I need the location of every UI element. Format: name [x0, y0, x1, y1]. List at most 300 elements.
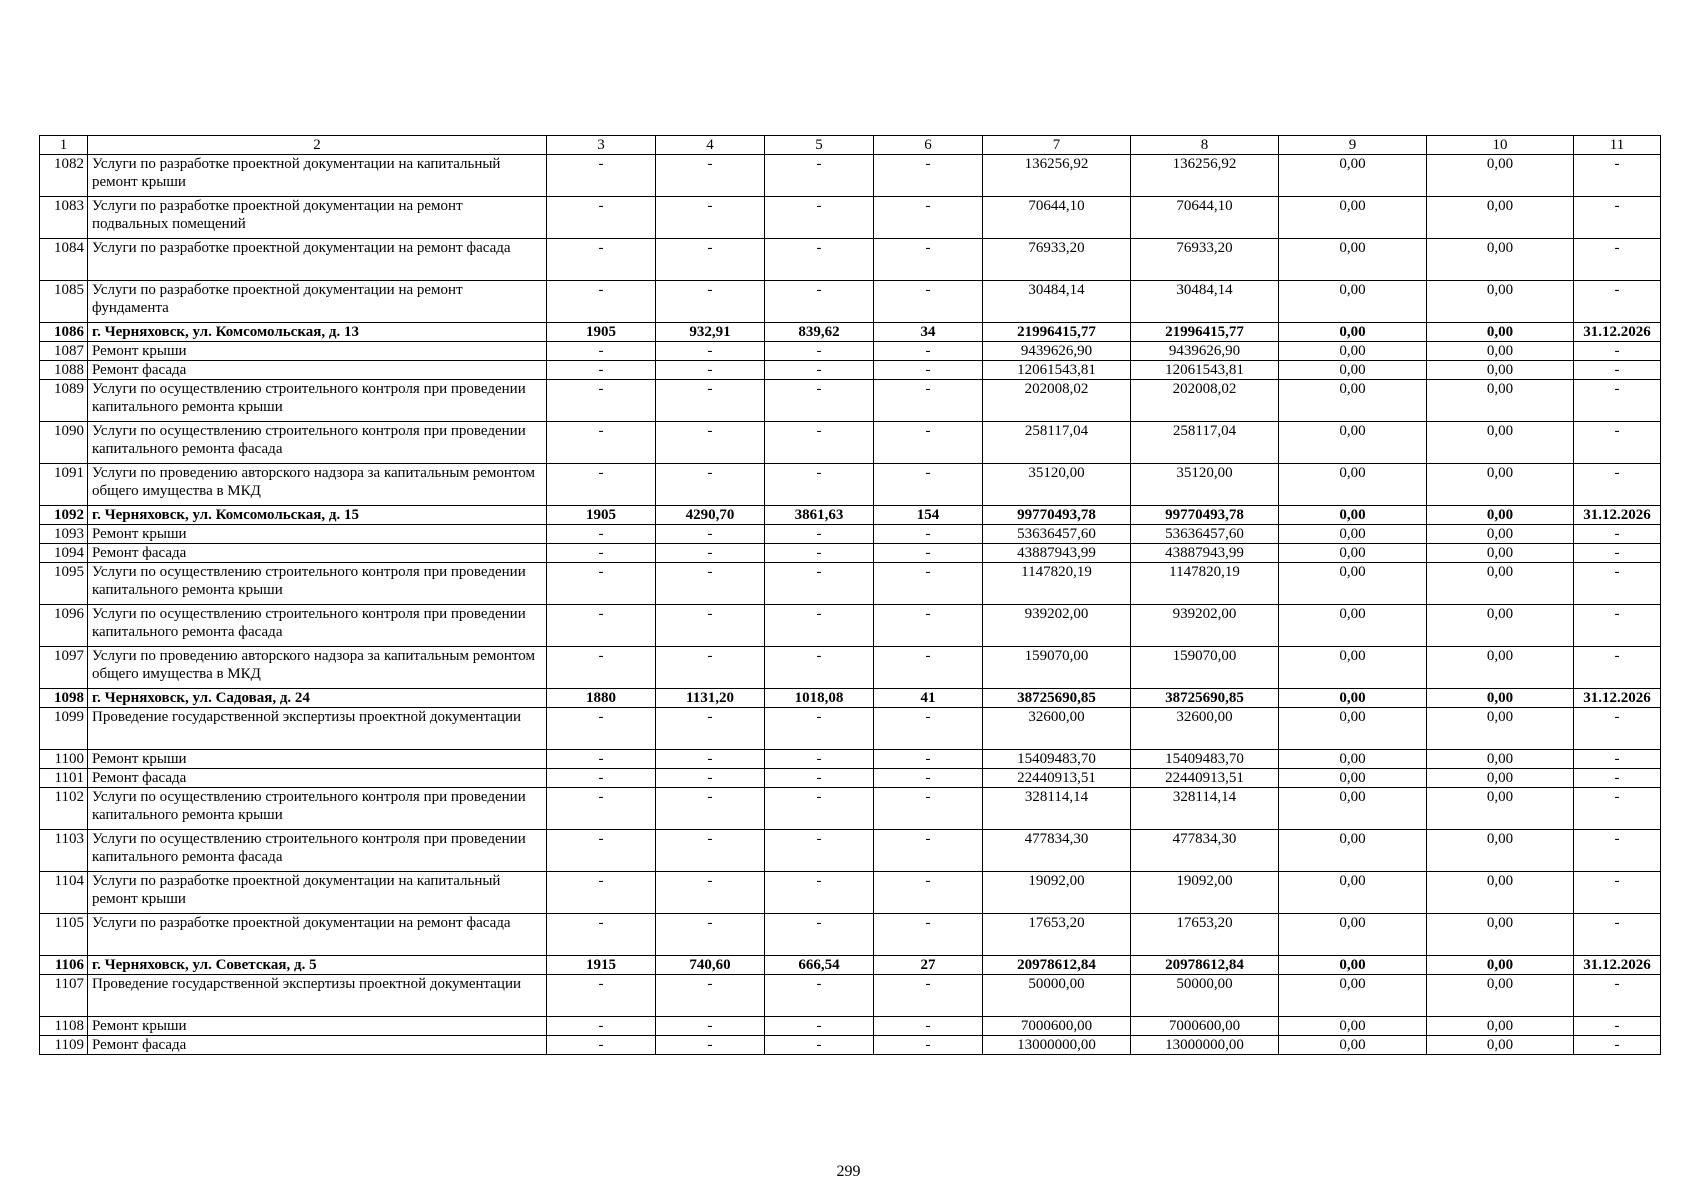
living-area-cell: 1018,08 [765, 689, 874, 708]
budget-cost-cell: 0,00 [1279, 281, 1427, 323]
address-row [40, 506, 1661, 525]
budget-cost-cell: 0,00 [1279, 239, 1427, 281]
living-area-cell: - [765, 605, 874, 647]
residents-count-cell: - [874, 342, 983, 361]
description-cell: Ремонт фасада [88, 544, 547, 563]
year-cell: - [547, 361, 656, 380]
total-cost-cell: 99770493,78 [983, 506, 1131, 525]
row-number-cell: 1084 [40, 239, 88, 281]
owners-cost-cell: 0,00 [1427, 525, 1574, 544]
year-cell: - [547, 1017, 656, 1036]
description-cell: Услуги по проведению авторского надзора за капитальным ремонтом общего имущества в МКД [88, 647, 547, 689]
column-header: 9 [1279, 136, 1427, 155]
total-area-cell: 4290,70 [656, 506, 765, 525]
total-area-cell: 1131,20 [656, 689, 765, 708]
budget-cost-cell: 0,00 [1279, 464, 1427, 506]
fund-cost-cell: 70644,10 [1131, 197, 1279, 239]
total-cost-cell: 202008,02 [983, 380, 1131, 422]
total-cost-cell: 15409483,70 [983, 750, 1131, 769]
page-number: 299 [836, 1163, 861, 1180]
row-number-cell: 1092 [40, 506, 88, 525]
column-header: 1 [40, 136, 88, 155]
budget-cost-cell: 0,00 [1279, 361, 1427, 380]
work-item-row [40, 197, 1661, 239]
fund-cost-cell: 38725690,85 [1131, 689, 1279, 708]
residents-count-cell: - [874, 788, 983, 830]
total-area-cell: - [656, 1017, 765, 1036]
residents-count-cell: - [874, 1036, 983, 1055]
total-area-cell: - [656, 563, 765, 605]
deadline-cell: - [1574, 1036, 1661, 1055]
owners-cost-cell: 0,00 [1427, 708, 1574, 750]
column-header: 4 [656, 136, 765, 155]
work-item-row [40, 750, 1661, 769]
fund-cost-cell: 13000000,00 [1131, 1036, 1279, 1055]
total-area-cell: - [656, 380, 765, 422]
register-table [39, 135, 1661, 1055]
residents-count-cell: - [874, 563, 983, 605]
budget-cost-cell: 0,00 [1279, 689, 1427, 708]
deadline-cell: - [1574, 788, 1661, 830]
work-item-row [40, 281, 1661, 323]
owners-cost-cell: 0,00 [1427, 605, 1574, 647]
fund-cost-cell: 159070,00 [1131, 647, 1279, 689]
deadline-cell: - [1574, 769, 1661, 788]
row-number-cell: 1085 [40, 281, 88, 323]
owners-cost-cell: 0,00 [1427, 830, 1574, 872]
owners-cost-cell: 0,00 [1427, 689, 1574, 708]
fund-cost-cell: 50000,00 [1131, 975, 1279, 1017]
owners-cost-cell: 0,00 [1427, 1036, 1574, 1055]
work-item-row [40, 708, 1661, 750]
year-cell: - [547, 708, 656, 750]
row-number-cell: 1097 [40, 647, 88, 689]
living-area-cell: - [765, 563, 874, 605]
total-area-cell: - [656, 769, 765, 788]
owners-cost-cell: 0,00 [1427, 544, 1574, 563]
year-cell: - [547, 830, 656, 872]
residents-count-cell: - [874, 708, 983, 750]
deadline-cell: - [1574, 464, 1661, 506]
total-area-cell: 932,91 [656, 323, 765, 342]
living-area-cell: - [765, 708, 874, 750]
fund-cost-cell: 32600,00 [1131, 708, 1279, 750]
total-cost-cell: 76933,20 [983, 239, 1131, 281]
fund-cost-cell: 12061543,81 [1131, 361, 1279, 380]
total-cost-cell: 1147820,19 [983, 563, 1131, 605]
total-area-cell: - [656, 708, 765, 750]
year-cell: - [547, 1036, 656, 1055]
total-area-cell: - [656, 975, 765, 1017]
fund-cost-cell: 21996415,77 [1131, 323, 1279, 342]
column-header: 6 [874, 136, 983, 155]
residents-count-cell: - [874, 605, 983, 647]
row-number-cell: 1089 [40, 380, 88, 422]
budget-cost-cell: 0,00 [1279, 380, 1427, 422]
owners-cost-cell: 0,00 [1427, 380, 1574, 422]
fund-cost-cell: 7000600,00 [1131, 1017, 1279, 1036]
deadline-cell: - [1574, 750, 1661, 769]
year-cell: - [547, 975, 656, 1017]
column-header: 7 [983, 136, 1131, 155]
row-number-cell: 1094 [40, 544, 88, 563]
column-header: 11 [1574, 136, 1661, 155]
row-number-cell: 1102 [40, 788, 88, 830]
year-cell: 1915 [547, 956, 656, 975]
year-cell: 1905 [547, 506, 656, 525]
deadline-cell: - [1574, 975, 1661, 1017]
row-number-cell: 1086 [40, 323, 88, 342]
budget-cost-cell: 0,00 [1279, 1017, 1427, 1036]
deadline-cell: - [1574, 563, 1661, 605]
work-item-row [40, 975, 1661, 1017]
total-cost-cell: 20978612,84 [983, 956, 1131, 975]
residents-count-cell: - [874, 647, 983, 689]
column-number-row [40, 136, 1661, 155]
row-number-cell: 1103 [40, 830, 88, 872]
fund-cost-cell: 202008,02 [1131, 380, 1279, 422]
residents-count-cell: - [874, 544, 983, 563]
residents-count-cell: - [874, 422, 983, 464]
fund-cost-cell: 15409483,70 [1131, 750, 1279, 769]
row-number-cell: 1099 [40, 708, 88, 750]
owners-cost-cell: 0,00 [1427, 872, 1574, 914]
deadline-cell: 31.12.2026 [1574, 689, 1661, 708]
living-area-cell: - [765, 239, 874, 281]
budget-cost-cell: 0,00 [1279, 544, 1427, 563]
year-cell: - [547, 155, 656, 197]
description-cell: Услуги по разработке проектной документации на ремонт подвальных помещений [88, 197, 547, 239]
residents-count-cell: - [874, 380, 983, 422]
column-header: 8 [1131, 136, 1279, 155]
row-number-cell: 1093 [40, 525, 88, 544]
owners-cost-cell: 0,00 [1427, 956, 1574, 975]
deadline-cell: - [1574, 605, 1661, 647]
total-cost-cell: 50000,00 [983, 975, 1131, 1017]
deadline-cell: - [1574, 830, 1661, 872]
budget-cost-cell: 0,00 [1279, 956, 1427, 975]
total-cost-cell: 38725690,85 [983, 689, 1131, 708]
owners-cost-cell: 0,00 [1427, 914, 1574, 956]
budget-cost-cell: 0,00 [1279, 342, 1427, 361]
residents-count-cell: - [874, 830, 983, 872]
fund-cost-cell: 17653,20 [1131, 914, 1279, 956]
owners-cost-cell: 0,00 [1427, 769, 1574, 788]
living-area-cell: - [765, 342, 874, 361]
work-item-row [40, 769, 1661, 788]
residents-count-cell: - [874, 975, 983, 1017]
year-cell: - [547, 544, 656, 563]
row-number-cell: 1091 [40, 464, 88, 506]
residents-count-cell: - [874, 872, 983, 914]
total-cost-cell: 328114,14 [983, 788, 1131, 830]
fund-cost-cell: 30484,14 [1131, 281, 1279, 323]
work-item-row [40, 830, 1661, 872]
residents-count-cell: - [874, 464, 983, 506]
row-number-cell: 1098 [40, 689, 88, 708]
fund-cost-cell: 477834,30 [1131, 830, 1279, 872]
budget-cost-cell: 0,00 [1279, 750, 1427, 769]
description-cell: Проведение государственной экспертизы проектной документации [88, 708, 547, 750]
total-cost-cell: 22440913,51 [983, 769, 1131, 788]
work-item-row [40, 605, 1661, 647]
total-cost-cell: 9439626,90 [983, 342, 1131, 361]
living-area-cell: - [765, 361, 874, 380]
address-row [40, 956, 1661, 975]
deadline-cell: - [1574, 708, 1661, 750]
living-area-cell: - [765, 830, 874, 872]
living-area-cell: 3861,63 [765, 506, 874, 525]
total-area-cell: - [656, 342, 765, 361]
description-cell: Проведение государственной экспертизы проектной документации [88, 975, 547, 1017]
fund-cost-cell: 258117,04 [1131, 422, 1279, 464]
living-area-cell: - [765, 1036, 874, 1055]
work-item-row [40, 380, 1661, 422]
living-area-cell: - [765, 788, 874, 830]
total-cost-cell: 21996415,77 [983, 323, 1131, 342]
row-number-cell: 1083 [40, 197, 88, 239]
budget-cost-cell: 0,00 [1279, 769, 1427, 788]
residents-count-cell: 154 [874, 506, 983, 525]
owners-cost-cell: 0,00 [1427, 323, 1574, 342]
budget-cost-cell: 0,00 [1279, 323, 1427, 342]
fund-cost-cell: 99770493,78 [1131, 506, 1279, 525]
budget-cost-cell: 0,00 [1279, 563, 1427, 605]
work-item-row [40, 647, 1661, 689]
description-cell: Услуги по проведению авторского надзора за капитальным ремонтом общего имущества в МКД [88, 464, 547, 506]
total-area-cell: - [656, 197, 765, 239]
budget-cost-cell: 0,00 [1279, 155, 1427, 197]
deadline-cell: - [1574, 647, 1661, 689]
residents-count-cell: - [874, 239, 983, 281]
owners-cost-cell: 0,00 [1427, 1017, 1574, 1036]
total-cost-cell: 19092,00 [983, 872, 1131, 914]
deadline-cell: - [1574, 342, 1661, 361]
row-number-cell: 1096 [40, 605, 88, 647]
year-cell: - [547, 788, 656, 830]
total-cost-cell: 13000000,00 [983, 1036, 1131, 1055]
row-number-cell: 1109 [40, 1036, 88, 1055]
work-item-row [40, 914, 1661, 956]
description-cell: Услуги по разработке проектной документации на ремонт фасада [88, 239, 547, 281]
work-item-row [40, 788, 1661, 830]
work-item-row [40, 342, 1661, 361]
description-cell: Услуги по осуществлению строительного контроля при проведении капитального ремонта крыши [88, 788, 547, 830]
row-number-cell: 1106 [40, 956, 88, 975]
column-header: 3 [547, 136, 656, 155]
description-cell: Услуги по осуществлению строительного контроля при проведении капитального ремонта фасада [88, 422, 547, 464]
total-area-cell: - [656, 544, 765, 563]
deadline-cell: - [1574, 361, 1661, 380]
year-cell: - [547, 769, 656, 788]
owners-cost-cell: 0,00 [1427, 464, 1574, 506]
year-cell: - [547, 914, 656, 956]
owners-cost-cell: 0,00 [1427, 563, 1574, 605]
description-cell: Услуги по осуществлению строительного контроля при проведении капитального ремонта фасада [88, 830, 547, 872]
row-number-cell: 1107 [40, 975, 88, 1017]
budget-cost-cell: 0,00 [1279, 872, 1427, 914]
description-cell: Ремонт крыши [88, 525, 547, 544]
description-cell: Услуги по разработке проектной документации на капитальный ремонт крыши [88, 155, 547, 197]
deadline-cell: - [1574, 1017, 1661, 1036]
row-number-cell: 1087 [40, 342, 88, 361]
residents-count-cell: - [874, 525, 983, 544]
year-cell: - [547, 380, 656, 422]
total-cost-cell: 30484,14 [983, 281, 1131, 323]
fund-cost-cell: 939202,00 [1131, 605, 1279, 647]
residents-count-cell: 34 [874, 323, 983, 342]
column-header: 2 [88, 136, 547, 155]
owners-cost-cell: 0,00 [1427, 155, 1574, 197]
fund-cost-cell: 20978612,84 [1131, 956, 1279, 975]
living-area-cell: - [765, 422, 874, 464]
fund-cost-cell: 19092,00 [1131, 872, 1279, 914]
owners-cost-cell: 0,00 [1427, 197, 1574, 239]
description-cell: Ремонт крыши [88, 1017, 547, 1036]
total-area-cell: - [656, 750, 765, 769]
fund-cost-cell: 9439626,90 [1131, 342, 1279, 361]
row-number-cell: 1088 [40, 361, 88, 380]
living-area-cell: - [765, 975, 874, 1017]
budget-cost-cell: 0,00 [1279, 525, 1427, 544]
year-cell: 1905 [547, 323, 656, 342]
work-item-row [40, 155, 1661, 197]
living-area-cell: - [765, 155, 874, 197]
row-number-cell: 1082 [40, 155, 88, 197]
residents-count-cell: 27 [874, 956, 983, 975]
total-cost-cell: 12061543,81 [983, 361, 1131, 380]
total-area-cell: - [656, 525, 765, 544]
total-cost-cell: 939202,00 [983, 605, 1131, 647]
total-cost-cell: 159070,00 [983, 647, 1131, 689]
address-row [40, 689, 1661, 708]
description-cell: Ремонт крыши [88, 342, 547, 361]
description-cell: г. Черняховск, ул. Комсомольская, д. 13 [88, 323, 547, 342]
description-cell: Ремонт фасада [88, 769, 547, 788]
work-item-row [40, 361, 1661, 380]
fund-cost-cell: 76933,20 [1131, 239, 1279, 281]
living-area-cell: - [765, 647, 874, 689]
owners-cost-cell: 0,00 [1427, 647, 1574, 689]
total-cost-cell: 70644,10 [983, 197, 1131, 239]
living-area-cell: - [765, 872, 874, 914]
deadline-cell: - [1574, 422, 1661, 464]
owners-cost-cell: 0,00 [1427, 361, 1574, 380]
deadline-cell: - [1574, 380, 1661, 422]
work-item-row [40, 563, 1661, 605]
year-cell: - [547, 239, 656, 281]
row-number-cell: 1108 [40, 1017, 88, 1036]
living-area-cell: - [765, 464, 874, 506]
work-item-row [40, 872, 1661, 914]
work-item-row [40, 1017, 1661, 1036]
deadline-cell: 31.12.2026 [1574, 506, 1661, 525]
total-area-cell: - [656, 647, 765, 689]
year-cell: - [547, 197, 656, 239]
living-area-cell: - [765, 914, 874, 956]
table-body [40, 155, 1661, 1055]
residents-count-cell: 41 [874, 689, 983, 708]
year-cell: - [547, 525, 656, 544]
deadline-cell: - [1574, 155, 1661, 197]
residents-count-cell: - [874, 197, 983, 239]
deadline-cell: - [1574, 872, 1661, 914]
address-row [40, 323, 1661, 342]
living-area-cell: 666,54 [765, 956, 874, 975]
row-number-cell: 1104 [40, 872, 88, 914]
fund-cost-cell: 43887943,99 [1131, 544, 1279, 563]
living-area-cell: - [765, 750, 874, 769]
total-cost-cell: 53636457,60 [983, 525, 1131, 544]
year-cell: - [547, 563, 656, 605]
budget-cost-cell: 0,00 [1279, 914, 1427, 956]
deadline-cell: - [1574, 239, 1661, 281]
owners-cost-cell: 0,00 [1427, 788, 1574, 830]
living-area-cell: - [765, 544, 874, 563]
budget-cost-cell: 0,00 [1279, 830, 1427, 872]
fund-cost-cell: 53636457,60 [1131, 525, 1279, 544]
living-area-cell: - [765, 380, 874, 422]
budget-cost-cell: 0,00 [1279, 197, 1427, 239]
owners-cost-cell: 0,00 [1427, 281, 1574, 323]
year-cell: - [547, 605, 656, 647]
work-item-row [40, 422, 1661, 464]
budget-cost-cell: 0,00 [1279, 975, 1427, 1017]
living-area-cell: - [765, 769, 874, 788]
budget-cost-cell: 0,00 [1279, 605, 1427, 647]
residents-count-cell: - [874, 281, 983, 323]
description-cell: Услуги по осуществлению строительного контроля при проведении капитального ремонта крыши [88, 380, 547, 422]
description-cell: Ремонт крыши [88, 750, 547, 769]
residents-count-cell: - [874, 914, 983, 956]
total-area-cell: - [656, 464, 765, 506]
residents-count-cell: - [874, 769, 983, 788]
description-cell: Услуги по разработке проектной документации на капитальный ремонт крыши [88, 872, 547, 914]
total-cost-cell: 32600,00 [983, 708, 1131, 750]
residents-count-cell: - [874, 1017, 983, 1036]
column-header: 5 [765, 136, 874, 155]
total-area-cell: - [656, 155, 765, 197]
description-cell: г. Черняховск, ул. Советская, д. 5 [88, 956, 547, 975]
year-cell: - [547, 342, 656, 361]
deadline-cell: - [1574, 525, 1661, 544]
work-item-row [40, 544, 1661, 563]
total-area-cell: - [656, 788, 765, 830]
work-item-row [40, 525, 1661, 544]
deadline-cell: 31.12.2026 [1574, 323, 1661, 342]
total-area-cell: - [656, 914, 765, 956]
work-item-row [40, 239, 1661, 281]
row-number-cell: 1101 [40, 769, 88, 788]
description-cell: Ремонт фасада [88, 1036, 547, 1055]
owners-cost-cell: 0,00 [1427, 506, 1574, 525]
owners-cost-cell: 0,00 [1427, 975, 1574, 1017]
year-cell: - [547, 872, 656, 914]
budget-cost-cell: 0,00 [1279, 788, 1427, 830]
fund-cost-cell: 136256,92 [1131, 155, 1279, 197]
deadline-cell: - [1574, 197, 1661, 239]
owners-cost-cell: 0,00 [1427, 239, 1574, 281]
year-cell: - [547, 464, 656, 506]
owners-cost-cell: 0,00 [1427, 342, 1574, 361]
total-area-cell: - [656, 605, 765, 647]
total-area-cell: 740,60 [656, 956, 765, 975]
deadline-cell: - [1574, 544, 1661, 563]
year-cell: - [547, 422, 656, 464]
fund-cost-cell: 22440913,51 [1131, 769, 1279, 788]
row-number-cell: 1095 [40, 563, 88, 605]
total-cost-cell: 477834,30 [983, 830, 1131, 872]
